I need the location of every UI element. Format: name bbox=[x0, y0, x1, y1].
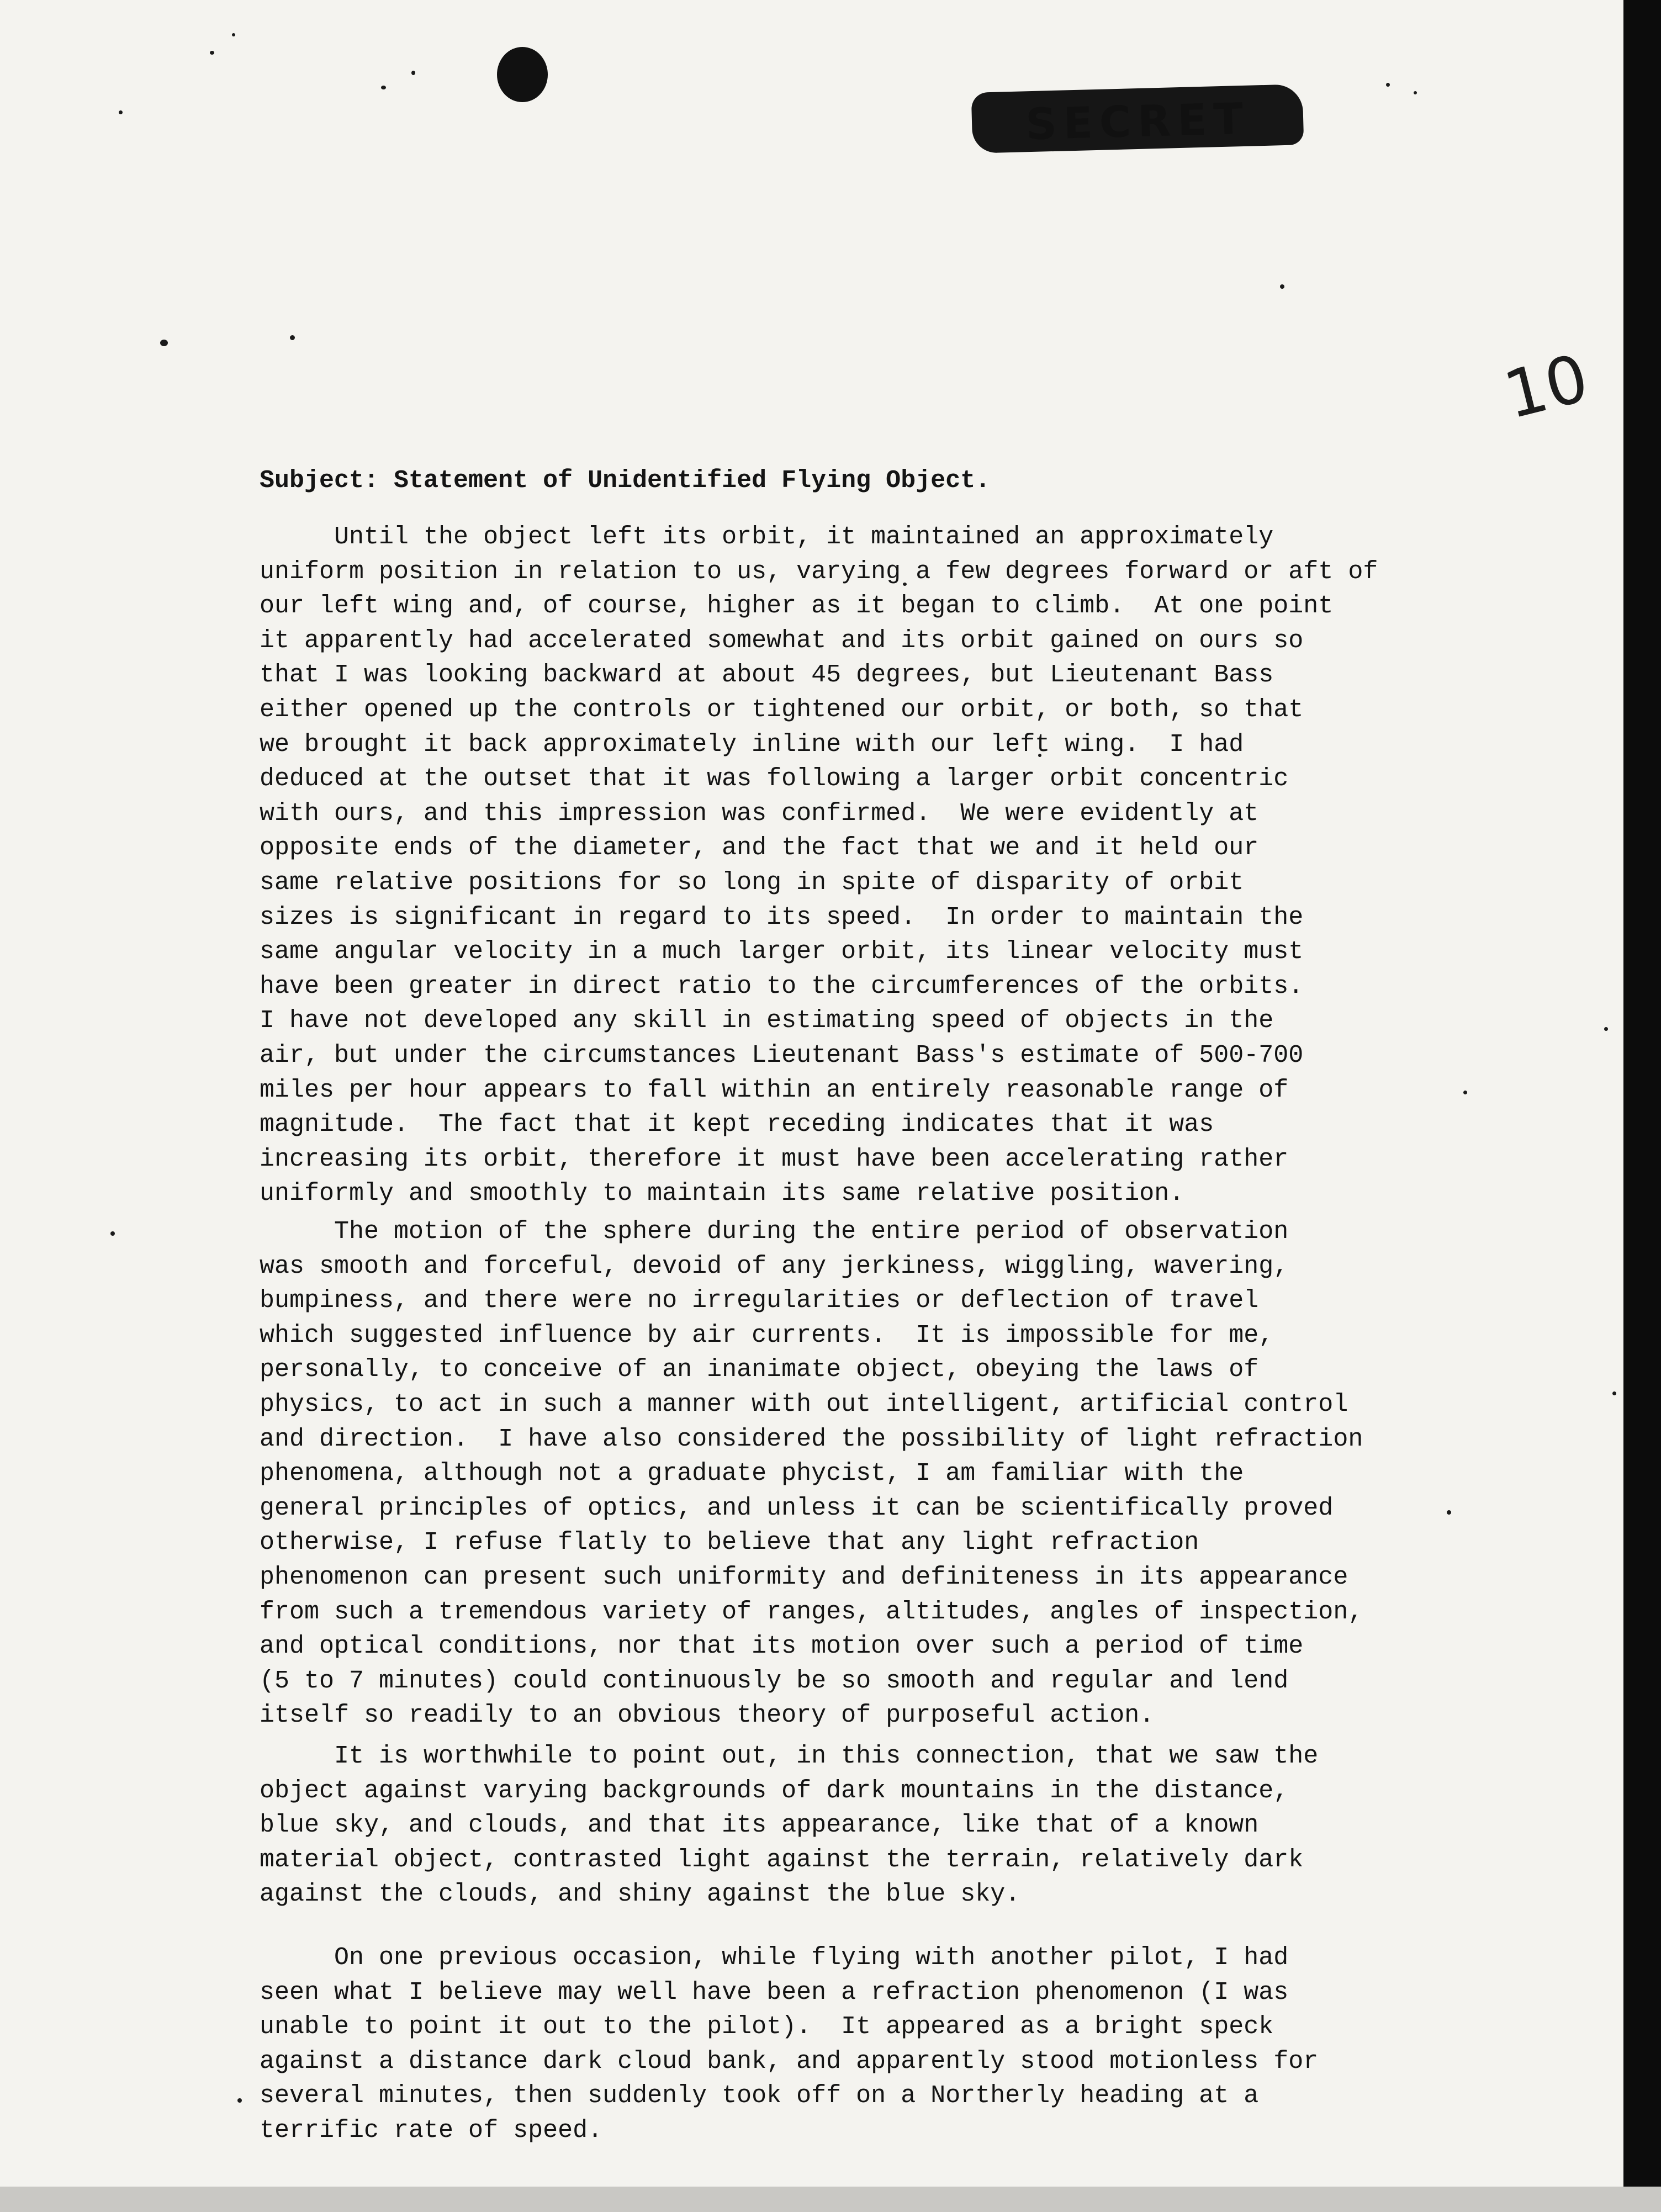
text-line: our left wing and, of course, higher as it began to climb. At one point bbox=[260, 592, 1334, 621]
text-line: miles per hour appears to fall within an entirely reasonable range of bbox=[260, 1076, 1289, 1104]
scan-speck bbox=[119, 110, 123, 114]
handwritten-page-number: 10 bbox=[1496, 339, 1596, 434]
classification-stamp-text: SECRET bbox=[1025, 94, 1250, 150]
scan-speck bbox=[110, 1231, 115, 1236]
text-line: either opened up the controls or tightened our orbit, or both, so that bbox=[260, 695, 1304, 724]
scan-speck bbox=[1386, 83, 1390, 87]
text-line: and optical conditions, nor that its motion over such a period of time bbox=[260, 1632, 1304, 1661]
text-line: was smooth and forceful, devoid of any jerkiness, wiggling, wavering, bbox=[260, 1252, 1289, 1280]
text-line: phenomena, although not a graduate phycist, I am familiar with the bbox=[260, 1459, 1244, 1488]
scan-speck bbox=[411, 71, 415, 75]
paragraph-4 bbox=[260, 1941, 1519, 2149]
scan-border-bottom bbox=[0, 2187, 1661, 2212]
text-line: that I was looking backward at about 45 degrees, but Lieutenant Bass bbox=[260, 661, 1274, 690]
scan-speck bbox=[381, 86, 386, 89]
scan-speck bbox=[290, 335, 295, 340]
text-line: object against varying backgrounds of dark mountains in the distance, bbox=[260, 1776, 1289, 1805]
text-line: phenomenon can present such uniformity and definiteness in its appearance bbox=[260, 1563, 1348, 1591]
text-line: we brought it back approximately inline with our left wing. I had bbox=[260, 730, 1244, 759]
scan-speck bbox=[1280, 284, 1284, 289]
text-line: Until the object left its orbit, it maintained an approximately bbox=[260, 523, 1274, 551]
text-line: same angular velocity in a much larger orbit, its linear velocity must bbox=[260, 938, 1304, 966]
text-line: against the clouds, and shiny against the blue sky. bbox=[260, 1880, 1020, 1909]
text-line: (5 to 7 minutes) could continuously be so smooth and regular and lend bbox=[260, 1666, 1289, 1695]
text-line: against a distance dark cloud bank, and apparently stood motionless for bbox=[260, 2047, 1319, 2076]
paragraph-3 bbox=[260, 1739, 1519, 1912]
text-line: increasing its orbit, therefore it must have been accelerating rather bbox=[260, 1145, 1289, 1173]
scan-speck bbox=[1604, 1027, 1608, 1031]
text-line: The motion of the sphere during the entire period of observation bbox=[260, 1218, 1289, 1246]
text-line: uniformly and smoothly to maintain its same relative position. bbox=[260, 1179, 1184, 1208]
scan-speck bbox=[210, 51, 214, 55]
scan-speck bbox=[1414, 91, 1417, 94]
scan-speck bbox=[237, 2098, 242, 2103]
text-line: have been greater in direct ratio to the circumferences of the orbits. bbox=[260, 972, 1304, 1001]
text-line: seen what I believe may well have been a refraction phenomenon (I was bbox=[260, 1978, 1289, 2007]
classification-stamp bbox=[971, 84, 1304, 154]
text-line: which suggested influence by air currents. It is impossible for me, bbox=[260, 1321, 1274, 1350]
scan-speck bbox=[232, 33, 235, 36]
paragraph-1 bbox=[260, 520, 1519, 1211]
text-line: general principles of optics, and unless it can be scientifically proved bbox=[260, 1494, 1334, 1522]
scan-border-right bbox=[1623, 0, 1661, 2212]
text-line: same relative positions for so long in spite of disparity of orbit bbox=[260, 868, 1244, 897]
text-line: it apparently had accelerated somewhat and its orbit gained on ours so bbox=[260, 626, 1304, 655]
text-line: sizes is significant in regard to its speed. In order to maintain the bbox=[260, 903, 1304, 932]
text-line: and direction. I have also considered the possibility of light refraction bbox=[260, 1425, 1363, 1453]
text-line: itself so readily to an obvious theory of purposeful action. bbox=[260, 1701, 1155, 1730]
punch-hole-mark bbox=[497, 47, 548, 102]
scan-speck bbox=[1612, 1391, 1616, 1395]
text-line: physics, to act in such a manner with out intelligent, artificial control bbox=[260, 1390, 1348, 1419]
text-line: magnitude. The fact that it kept receding indicates that it was bbox=[260, 1110, 1214, 1139]
text-line: terrific rate of speed. bbox=[260, 2116, 603, 2145]
text-line: personally, to conceive of an inanimate object, obeying the laws of bbox=[260, 1356, 1259, 1384]
text-line: with ours, and this impression was confirmed. We were evidently at bbox=[260, 799, 1259, 828]
subject-line: Subject: Statement of Unidentified Flying Object. bbox=[260, 467, 991, 495]
text-line: On one previous occasion, while flying with another pilot, I had bbox=[260, 1944, 1289, 1972]
text-line: unable to point it out to the pilot). It appeared as a bright speck bbox=[260, 2013, 1274, 2041]
text-line: deduced at the outset that it was following a larger orbit concentric bbox=[260, 765, 1289, 793]
text-line: opposite ends of the diameter, and the fact that we and it held our bbox=[260, 834, 1259, 862]
scan-speck bbox=[160, 340, 168, 346]
text-line: several minutes, then suddenly took off on a Northerly heading at a bbox=[260, 2082, 1259, 2110]
text-line: uniform position in relation to us, varying a few degrees forward or aft of bbox=[260, 557, 1378, 586]
text-line: otherwise, I refuse flatly to believe that any light refraction bbox=[260, 1528, 1199, 1557]
text-line: from such a tremendous variety of ranges, altitudes, angles of inspection, bbox=[260, 1597, 1363, 1626]
text-line: It is worthwhile to point out, in this connection, that we saw the bbox=[260, 1742, 1319, 1770]
paragraph-2 bbox=[260, 1215, 1519, 1733]
text-line: air, but under the circumstances Lieutenant Bass's estimate of 500-700 bbox=[260, 1041, 1304, 1070]
text-line: I have not developed any skill in estimating speed of objects in the bbox=[260, 1007, 1274, 1035]
text-line: material object, contrasted light against the terrain, relatively dark bbox=[260, 1845, 1304, 1874]
text-line: blue sky, and clouds, and that its appearance, like that of a known bbox=[260, 1811, 1259, 1840]
text-line: bumpiness, and there were no irregularities or deflection of travel bbox=[260, 1287, 1259, 1315]
